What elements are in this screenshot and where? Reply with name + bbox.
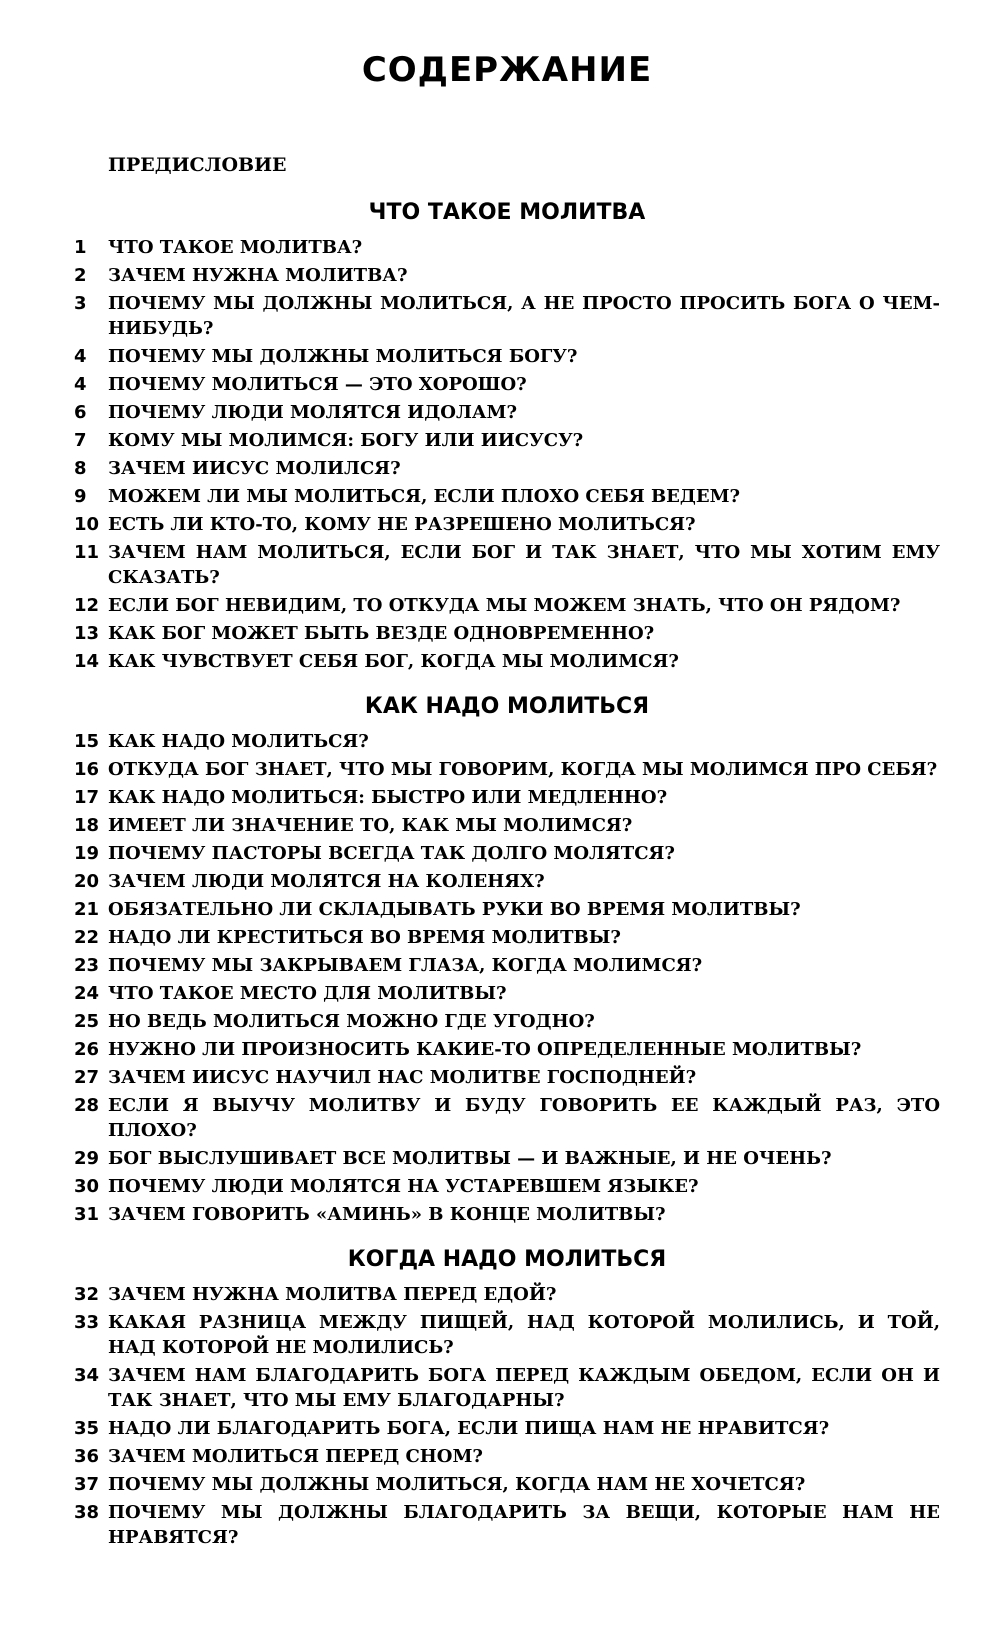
item-number: 6 [74, 402, 87, 423]
item-number: 35 [74, 1418, 100, 1439]
item-number: 7 [74, 430, 87, 451]
item-number: 29 [74, 1148, 100, 1169]
question-list [74, 235, 940, 674]
contents-section [74, 1247, 940, 1550]
section-heading: КОГДА НАДО МОЛИТЬСЯ [347, 1247, 667, 1272]
list-item [74, 593, 940, 618]
list-item [74, 400, 940, 425]
item-question: КАК НАДО МОЛИТЬСЯ: БЫСТРО ИЛИ МЕДЛЕННО? [108, 787, 668, 808]
item-number: 37 [74, 1474, 100, 1495]
item-number: 11 [74, 542, 100, 563]
list-item [74, 729, 940, 754]
list-item [74, 1310, 940, 1360]
item-question: ЗАЧЕМ ИИСУС МОЛИЛСЯ? [108, 458, 401, 479]
item-number: 34 [74, 1365, 100, 1386]
list-item [74, 1146, 940, 1171]
item-number: 27 [74, 1067, 100, 1088]
item-number: 4 [74, 346, 87, 367]
list-item [74, 1174, 940, 1199]
list-item [74, 1444, 940, 1469]
item-number: 14 [74, 651, 100, 672]
item-number: 10 [74, 514, 100, 535]
item-number: 38 [74, 1502, 100, 1523]
item-question: КАКАЯ РАЗНИЦА МЕЖДУ ПИЩЕЙ, НАД КОТОРОЙ МОЛИЛИСЬ, И ТОЙ, НАД КОТОРОЙ НЕ МОЛИЛИСЬ? [108, 1312, 940, 1358]
item-question: ЗАЧЕМ ГОВОРИТЬ «АМИНЬ» В КОНЦЕ МОЛИТВЫ? [108, 1204, 666, 1225]
contents-section [74, 694, 940, 1227]
list-item [74, 344, 940, 369]
list-item [74, 484, 940, 509]
item-question: НАДО ЛИ КРЕСТИТЬСЯ ВО ВРЕМЯ МОЛИТВЫ? [108, 927, 621, 948]
list-item [74, 1202, 940, 1227]
item-number: 19 [74, 843, 100, 864]
item-number: 2 [74, 265, 87, 286]
contents-section [74, 200, 940, 674]
item-question: ЗАЧЕМ МОЛИТЬСЯ ПЕРЕД СНОМ? [108, 1446, 483, 1467]
item-number: 1 [74, 237, 87, 258]
section-heading: ЧТО ТАКОЕ МОЛИТВА [368, 200, 646, 225]
list-item [74, 621, 940, 646]
item-number: 33 [74, 1312, 100, 1333]
item-question: ПОЧЕМУ МЫ ЗАКРЫВАЕМ ГЛАЗА, КОГДА МОЛИМСЯ? [108, 955, 703, 976]
item-question: ПОЧЕМУ ПАСТОРЫ ВСЕГДА ТАК ДОЛГО МОЛЯТСЯ? [108, 843, 675, 864]
item-question: ЗАЧЕМ НАМ МОЛИТЬСЯ, ЕСЛИ БОГ И ТАК ЗНАЕТ, ЧТО МЫ ХОТИМ ЕМУ СКАЗАТЬ? [108, 542, 940, 588]
item-question: ПОЧЕМУ ЛЮДИ МОЛЯТСЯ ИДОЛАМ? [108, 402, 517, 423]
item-number: 36 [74, 1446, 100, 1467]
sections-container [74, 200, 940, 1550]
item-question: ЗАЧЕМ НУЖНА МОЛИТВА? [108, 265, 408, 286]
item-question: ЧТО ТАКОЕ МОЛИТВА? [108, 237, 363, 258]
list-item [74, 291, 940, 341]
list-item [74, 953, 940, 978]
item-question: ПОЧЕМУ МЫ ДОЛЖНЫ БЛАГОДАРИТЬ ЗА ВЕЩИ, КОТОРЫЕ НАМ НЕ НРАВЯТСЯ? [108, 1502, 940, 1548]
item-number: 9 [74, 486, 87, 507]
list-item [74, 1282, 940, 1307]
item-question: КАК НАДО МОЛИТЬСЯ? [108, 731, 369, 752]
list-item [74, 1363, 940, 1413]
list-item [74, 512, 940, 537]
item-question: БОГ ВЫСЛУШИВАЕТ ВСЕ МОЛИТВЫ — И ВАЖНЫЕ, И НЕ ОЧЕНЬ? [108, 1148, 832, 1169]
item-question: НУЖНО ЛИ ПРОИЗНОСИТЬ КАКИЕ-ТО ОПРЕДЕЛЕННЫЕ МОЛИТВЫ? [108, 1039, 862, 1060]
item-number: 22 [74, 927, 100, 948]
item-question: ЗАЧЕМ НУЖНА МОЛИТВА ПЕРЕД ЕДОЙ? [108, 1284, 557, 1305]
item-number: 31 [74, 1204, 100, 1225]
item-number: 3 [74, 293, 87, 314]
item-number: 8 [74, 458, 87, 479]
question-list [74, 1282, 940, 1550]
list-item [74, 372, 940, 397]
item-question: ПОЧЕМУ ЛЮДИ МОЛЯТСЯ НА УСТАРЕВШЕМ ЯЗЫКЕ? [108, 1176, 699, 1197]
item-number: 24 [74, 983, 100, 1004]
list-item [74, 1065, 940, 1090]
item-number: 15 [74, 731, 100, 752]
item-number: 26 [74, 1039, 100, 1060]
list-item [74, 897, 940, 922]
item-number: 20 [74, 871, 100, 892]
list-item [74, 428, 940, 453]
list-item [74, 1037, 940, 1062]
item-question: ЕСЛИ БОГ НЕВИДИМ, ТО ОТКУДА МЫ МОЖЕМ ЗНАТЬ, ЧТО ОН РЯДОМ? [108, 595, 901, 616]
list-item [74, 841, 940, 866]
preface-entry: ПРЕДИСЛОВИЕ [108, 154, 287, 176]
item-question: ОТКУДА БОГ ЗНАЕТ, ЧТО МЫ ГОВОРИМ, КОГДА МЫ МОЛИМСЯ ПРО СЕБЯ? [108, 759, 938, 780]
item-question: ЗАЧЕМ ЛЮДИ МОЛЯТСЯ НА КОЛЕНЯХ? [108, 871, 545, 892]
list-item [74, 1009, 940, 1034]
item-question: ПОЧЕМУ МОЛИТЬСЯ — ЭТО ХОРОШО? [108, 374, 527, 395]
item-number: 28 [74, 1095, 100, 1116]
list-item [74, 757, 940, 782]
list-item [74, 1093, 940, 1143]
item-number: 17 [74, 787, 100, 808]
item-question: ЕСЛИ Я ВЫУЧУ МОЛИТВУ И БУДУ ГОВОРИТЬ ЕЕ КАЖДЫЙ РАЗ, ЭТО ПЛОХО? [108, 1095, 940, 1141]
question-list [74, 729, 940, 1227]
item-question: КАК БОГ МОЖЕТ БЫТЬ ВЕЗДЕ ОДНОВРЕМЕННО? [108, 623, 655, 644]
list-item [74, 813, 940, 838]
item-question: ЧТО ТАКОЕ МЕСТО ДЛЯ МОЛИТВЫ? [108, 983, 507, 1004]
item-question: ПОЧЕМУ МЫ ДОЛЖНЫ МОЛИТЬСЯ БОГУ? [108, 346, 578, 367]
item-number: 32 [74, 1284, 100, 1305]
item-question: НО ВЕДЬ МОЛИТЬСЯ МОЖНО ГДЕ УГОДНО? [108, 1011, 595, 1032]
item-number: 16 [74, 759, 100, 780]
item-number: 18 [74, 815, 100, 836]
list-item [74, 1416, 940, 1441]
list-item [74, 540, 940, 590]
list-item [74, 925, 940, 950]
item-number: 23 [74, 955, 100, 976]
item-question: КАК ЧУВСТВУЕТ СЕБЯ БОГ, КОГДА МЫ МОЛИМСЯ? [108, 651, 679, 672]
item-question: ПОЧЕМУ МЫ ДОЛЖНЫ МОЛИТЬСЯ, А НЕ ПРОСТО ПРОСИТЬ БОГА О ЧЕМ-НИБУДЬ? [108, 293, 940, 339]
item-question: ЕСТЬ ЛИ КТО-ТО, КОМУ НЕ РАЗРЕШЕНО МОЛИТЬСЯ? [108, 514, 696, 535]
item-question: ПОЧЕМУ МЫ ДОЛЖНЫ МОЛИТЬСЯ, КОГДА НАМ НЕ ХОЧЕТСЯ? [108, 1474, 806, 1495]
item-question: НАДО ЛИ БЛАГОДАРИТЬ БОГА, ЕСЛИ ПИЩА НАМ НЕ НРАВИТСЯ? [108, 1418, 830, 1439]
page-title: СОДЕРЖАНИЕ [361, 50, 653, 90]
item-number: 12 [74, 595, 100, 616]
item-question: ИМЕЕТ ЛИ ЗНАЧЕНИЕ ТО, КАК МЫ МОЛИМСЯ? [108, 815, 633, 836]
item-number: 4 [74, 374, 87, 395]
list-item [74, 263, 940, 288]
item-question: ЗАЧЕМ НАМ БЛАГОДАРИТЬ БОГА ПЕРЕД КАЖДЫМ ОБЕДОМ, ЕСЛИ ОН И ТАК ЗНАЕТ, ЧТО МЫ ЕМУ БЛАГОДАРНЫ? [108, 1365, 940, 1411]
list-item [74, 1500, 940, 1550]
list-item [74, 785, 940, 810]
list-item [74, 649, 940, 674]
item-number: 25 [74, 1011, 100, 1032]
list-item [74, 869, 940, 894]
list-item [74, 1472, 940, 1497]
section-heading: КАК НАДО МОЛИТЬСЯ [364, 694, 650, 719]
list-item [74, 981, 940, 1006]
item-number: 30 [74, 1176, 100, 1197]
item-number: 21 [74, 899, 100, 920]
item-question: МОЖЕМ ЛИ МЫ МОЛИТЬСЯ, ЕСЛИ ПЛОХО СЕБЯ ВЕДЕМ? [108, 486, 741, 507]
list-item [74, 235, 940, 260]
item-number: 13 [74, 623, 100, 644]
list-item [74, 456, 940, 481]
item-question: ОБЯЗАТЕЛЬНО ЛИ СКЛАДЫВАТЬ РУКИ ВО ВРЕМЯ МОЛИТВЫ? [108, 899, 801, 920]
item-question: КОМУ МЫ МОЛИМСЯ: БОГУ ИЛИ ИИСУСУ? [108, 430, 584, 451]
item-question: ЗАЧЕМ ИИСУС НАУЧИЛ НАС МОЛИТВЕ ГОСПОДНЕЙ? [108, 1067, 697, 1088]
